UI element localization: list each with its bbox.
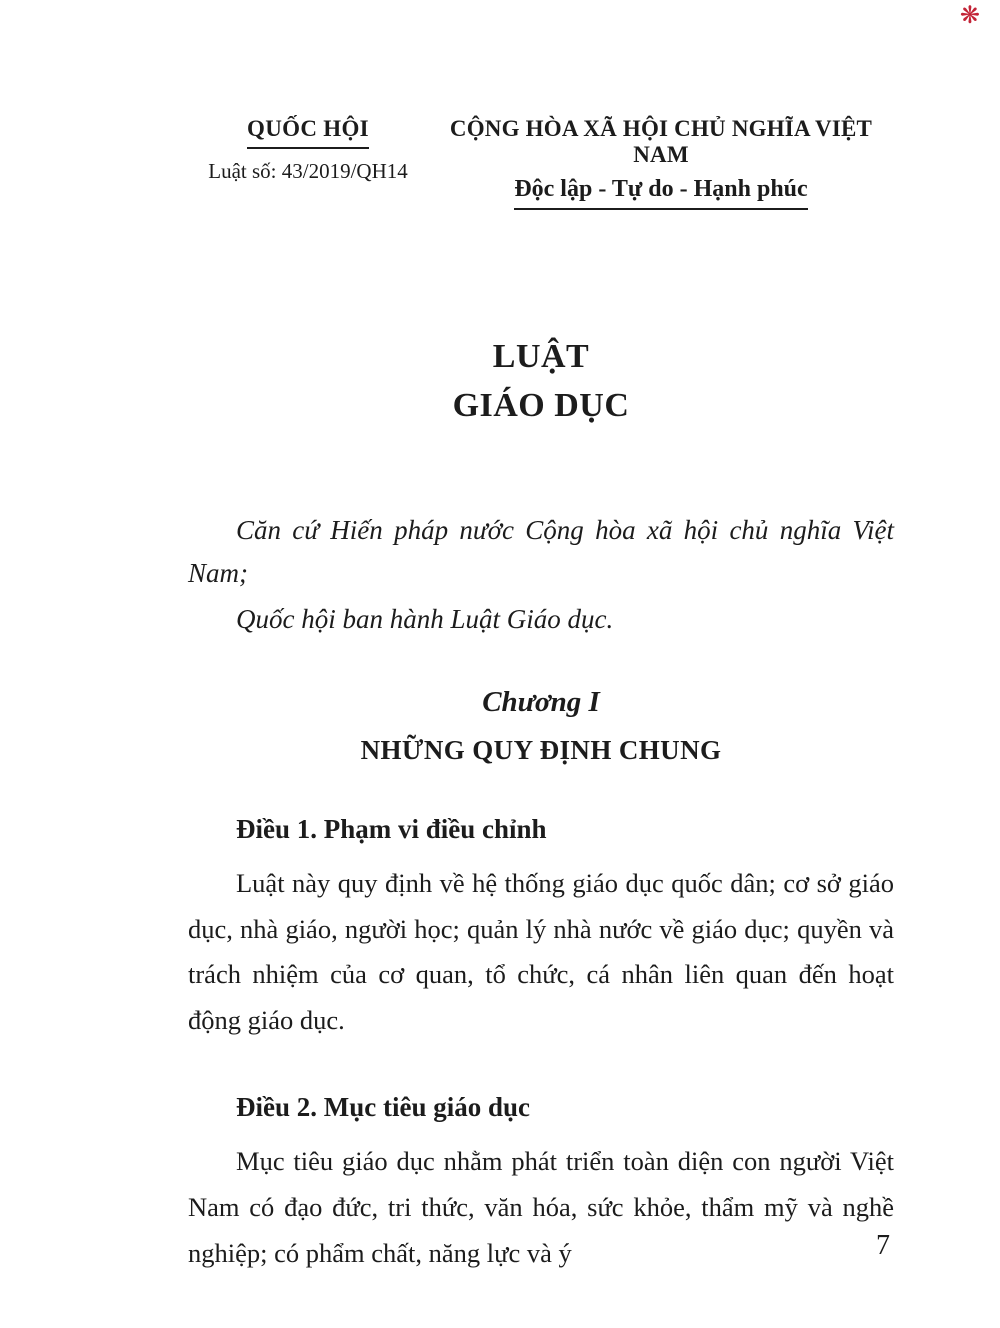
preamble-paragraph-2: Quốc hội ban hành Luật Giáo dục. <box>236 604 614 635</box>
motto-wrap <box>428 176 894 210</box>
country-name: CỘNG HÒA XÃ HỘI CHỦ NGHĨA VIỆT NAM <box>449 116 873 167</box>
article-2-heading: Điều 2. Mục tiêu giáo dục <box>236 1092 530 1123</box>
page-number: 7 <box>876 1230 890 1261</box>
document-title <box>188 332 894 431</box>
preamble-paragraph-1: Căn cứ Hiến pháp nước Cộng hòa xã hội chủ nghĩa Việt Nam; <box>188 514 894 589</box>
article-1-heading: Điều 1. Phạm vi điều chỉnh <box>236 813 547 844</box>
national-header-block <box>428 116 894 210</box>
law-number: Luật số: 43/2019/QH14 <box>208 159 408 183</box>
article-2-body: Mục tiêu giáo dục nhằm phát triển toàn diện con người Việt Nam có đạo đức, tri thức, văn hóa, sức khỏe, thẩm mỹ và nghề nghiệp; có phẩm chất, năng lực và ý <box>188 1146 894 1268</box>
issuer-name: QUỐC HỘI <box>247 116 369 149</box>
chapter-label: Chương I <box>482 685 600 718</box>
flower-icon: ❋ <box>959 3 980 29</box>
chapter-title: NHỮNG QUY ĐỊNH CHUNG <box>360 734 722 765</box>
issuer-block <box>188 116 428 184</box>
document-header <box>188 116 894 210</box>
article-1-body: Luật này quy định về hệ thống giáo dục quốc dân; cơ sở giáo dục, nhà giáo, người học; quản lý nhà nước về giáo dục; quyền và trách nhiệm của cơ quan, tổ chức, cá nhân liên quan đến hoạt động giáo dục. <box>188 867 894 1036</box>
national-motto: Độc lập - Tự do - Hạnh phúc <box>514 176 807 210</box>
title-line-law: LUẬT <box>492 338 590 375</box>
title-line-subject: GIÁO DỤC <box>452 387 630 425</box>
